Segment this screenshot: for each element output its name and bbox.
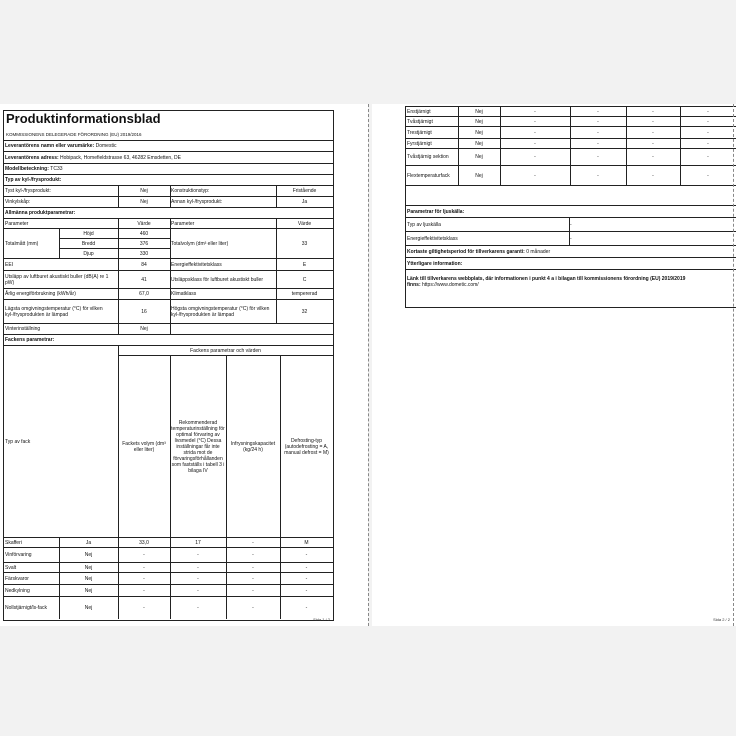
product-info-table (3, 110, 334, 621)
page-2 (372, 104, 736, 626)
compartment-cell-present: Nej (475, 129, 483, 136)
compartment-row (4, 538, 333, 548)
compartment-cell-freeze: - (252, 605, 254, 611)
compartment-cell-name: Nollstjärnigt/ls-fack (5, 605, 47, 611)
compartment-cell-value: - (534, 118, 536, 125)
compartment-row (4, 563, 333, 573)
compartment-cell-volume: 33,0 (139, 539, 149, 546)
compartment-cell-name: Fyrstjärnigt (407, 140, 432, 147)
compartment-row (4, 548, 333, 563)
compartment-cell-present: Nej (475, 118, 483, 125)
compartment-cell-temp: - (197, 564, 199, 571)
compartment-cell-volume: - (143, 564, 145, 571)
compartment-cell-value: - (534, 129, 536, 136)
compartment-cell-name: Enstjärnigt (407, 108, 431, 115)
compartment-cell-defrost: M (304, 539, 309, 546)
compartment-cell-name: Trestjärnigt (407, 129, 432, 136)
compartment-cell-volume: - (143, 605, 145, 611)
compartment-cell-freeze: - (252, 575, 254, 582)
light-heading: Parametrar för ljuskälla: (406, 206, 736, 218)
compartment-cell-value: - (652, 154, 654, 160)
page-1 (0, 104, 368, 626)
compartment-cell-present: Nej (84, 575, 93, 582)
compartment-cell-value: - (597, 154, 599, 160)
compartment-cell-present: Nej (84, 605, 93, 611)
compartment-cell-temp: - (197, 552, 199, 558)
compartment-cell-volume: - (143, 575, 145, 582)
compartment-cell-present: Nej (84, 587, 93, 594)
light-class-row: Energieffektivitetsklass - (406, 232, 736, 246)
page-divider (733, 104, 734, 626)
compartment-cell-defrost: - (305, 605, 308, 611)
page-divider (368, 104, 369, 626)
type-heading: Typ av kyl-/frysprodukt: (4, 175, 333, 186)
compartment-cell-present: Nej (475, 140, 483, 147)
compartment-cell-value: - (534, 172, 536, 179)
compartment-cell-freeze: - (252, 564, 254, 571)
compartment-cell-value: - (652, 140, 654, 147)
compartment-cell-name: Skafferi (5, 539, 22, 546)
product-info-table-continued (405, 106, 736, 308)
compartment-cell-name: Flextemperaturfack (407, 172, 450, 179)
compartment-cell-present: Nej (475, 154, 483, 160)
compartment-row (4, 597, 333, 619)
compartment-cell-value: - (707, 140, 709, 147)
compartment-row (406, 139, 736, 149)
dimensions-row: Totalmått (mm) Höjd Bredd Djup 460 376 330 Totalvolym (dm³ eller liter) 33 (4, 229, 333, 259)
compartment-cell-value: - (707, 108, 709, 115)
page-number: Sida 1 / 2 (313, 617, 330, 622)
compartment-cell-temp: 17 (195, 539, 201, 546)
compartment-cell-value: - (597, 108, 599, 115)
manufacturer-link[interactable]: https://www.dometic.com/ (422, 282, 479, 288)
compartment-cell-volume: - (143, 552, 145, 558)
compartment-cell-present: Nej (475, 108, 483, 115)
spacer-row (406, 186, 736, 206)
general-heading: Allmänna produktparametrar: (4, 208, 333, 219)
compartment-cell-defrost: - (305, 575, 308, 582)
link-row: Länk till tillverkarens webbplats, där informationen i punkt 4 a i bilagan till kommissionens förordning (EU) 2019/2019 finns: https://www.dometic.com/ (407, 276, 686, 288)
noise-row: Utsläpp av luftburet akustiskt buller (dB(A) re 1 pW) 41 Utsläppsklass för luftburet akustiskt buller C (4, 271, 333, 289)
warranty-row: Kortaste giltighetsperiod för tillverkarens garanti: 0 månader (406, 246, 736, 258)
winter-row: Vinterinställning Nej (4, 324, 333, 335)
supplier-address-row: Leverantörens adress: Hobipack, Homefieldstrasse 63, 46282 Emsdetten, DE (4, 152, 333, 164)
page-number: Sida 2 / 2 (713, 617, 730, 622)
compartment-cell-value: - (707, 172, 709, 179)
compartment-header: Typ av fack Fackens parametrar och värden Fackets volym (dm³ eller liter) Rekommenderad temperaturinställning för optimal förvaring av livsmedel (°C) Dessa inställningar får inte strida mot de förvaringsförhållanden som fastställs i tabell 3 i bilaga IV Infrysningskapacitet (kg/24 h) Defrosting-typ (autodefrosting = A, manual defrost = M) (4, 346, 333, 538)
compartment-cell-present: Nej (84, 564, 93, 571)
compartment-cell-name: Tvåstjärnigt (407, 118, 433, 125)
compartment-cell-defrost: - (305, 587, 308, 594)
compartment-cell-name: Tvåstjärnig sektion (407, 154, 449, 160)
compartment-row (406, 149, 736, 166)
compartment-cell-freeze: - (252, 552, 254, 558)
compartment-cell-temp: - (197, 575, 199, 582)
supplier-name-row: Leverantörens namn eller varumärke: Domestic (4, 141, 333, 152)
eei-row: EEI 84 Energieffektivitetsklass E (4, 259, 333, 271)
regulation-text: KOMMISSIONENS DELEGERADE FÖRORDNING (EU) 2019/2016 (6, 132, 142, 137)
compartment-cell-value: - (534, 108, 536, 115)
compartment-cell-name: Färskvaror (5, 575, 29, 582)
compartment-row (4, 573, 333, 585)
compartment-cell-value: - (707, 154, 709, 160)
compartment-cell-value: - (597, 140, 599, 147)
compartment-cell-freeze: - (252, 539, 254, 546)
compartment-cell-value: - (597, 129, 599, 136)
compartment-row (4, 585, 333, 597)
compartment-cell-name: Svalt (5, 564, 17, 571)
compartment-cell-freeze: - (252, 587, 254, 594)
compartment-row (406, 117, 736, 127)
compartment-cell-temp: - (197, 605, 199, 611)
compartment-cell-defrost: - (305, 552, 308, 558)
compartment-cell-volume: - (143, 587, 145, 594)
compartment-cell-value: - (652, 118, 654, 125)
compartment-cell-value: - (652, 129, 654, 136)
additional-row: Ytterligare information: (406, 258, 736, 270)
compartment-cell-value: - (707, 129, 709, 136)
compartment-cell-name: Nedkylning (5, 587, 30, 594)
compartment-heading: Fackens parametrar: (4, 335, 333, 346)
page-title: Produktinformationsblad (6, 111, 161, 126)
compartment-cell-value: - (652, 108, 654, 115)
compartment-row (406, 166, 736, 186)
compartment-row (406, 107, 736, 117)
compartment-cell-value: - (597, 118, 599, 125)
compartment-cell-value: - (534, 140, 536, 147)
compartment-cell-present: Ja (85, 539, 92, 546)
compartment-cell-value: - (597, 172, 599, 179)
wine-row: Vinkylskåp: Nej Annan kyl-/frysprodukt: Ja (4, 197, 333, 208)
compartment-cell-temp: - (197, 587, 199, 594)
compartment-cell-value: - (534, 154, 536, 160)
compartment-cell-present: Nej (475, 172, 483, 179)
compartment-cell-name: Vinförvaring (5, 552, 32, 558)
compartment-cell-present: Nej (84, 552, 93, 558)
compartment-row (406, 127, 736, 139)
model-row: Modellbeteckning: TC33 (4, 164, 333, 175)
compartment-cell-value: - (652, 172, 654, 179)
header-block (4, 111, 333, 141)
light-type-row: Typ av ljuskälla - (406, 218, 736, 232)
ambient-temp-row: Lägsta omgivningstemperatur (°C) för vilken kyl-/frysprodukten är lämpad 16 Högsta omgivningstemperatur (°C) för vilken kyl-/frysprodukten är lämpad 32 (4, 300, 333, 324)
compartment-cell-defrost: - (305, 564, 308, 571)
compartment-cell-value: - (707, 118, 709, 125)
quiet-row: Tyst kyl-/frysprodukt: Nej Konstruktionstyp: Fristående (4, 186, 333, 197)
annual-energy-row: Årlig energiförbrukning (kWh/år) 67,0 Klimatklass tempererad (4, 289, 333, 300)
general-col-header: Parameter Värde Parameter Värde (4, 219, 333, 229)
